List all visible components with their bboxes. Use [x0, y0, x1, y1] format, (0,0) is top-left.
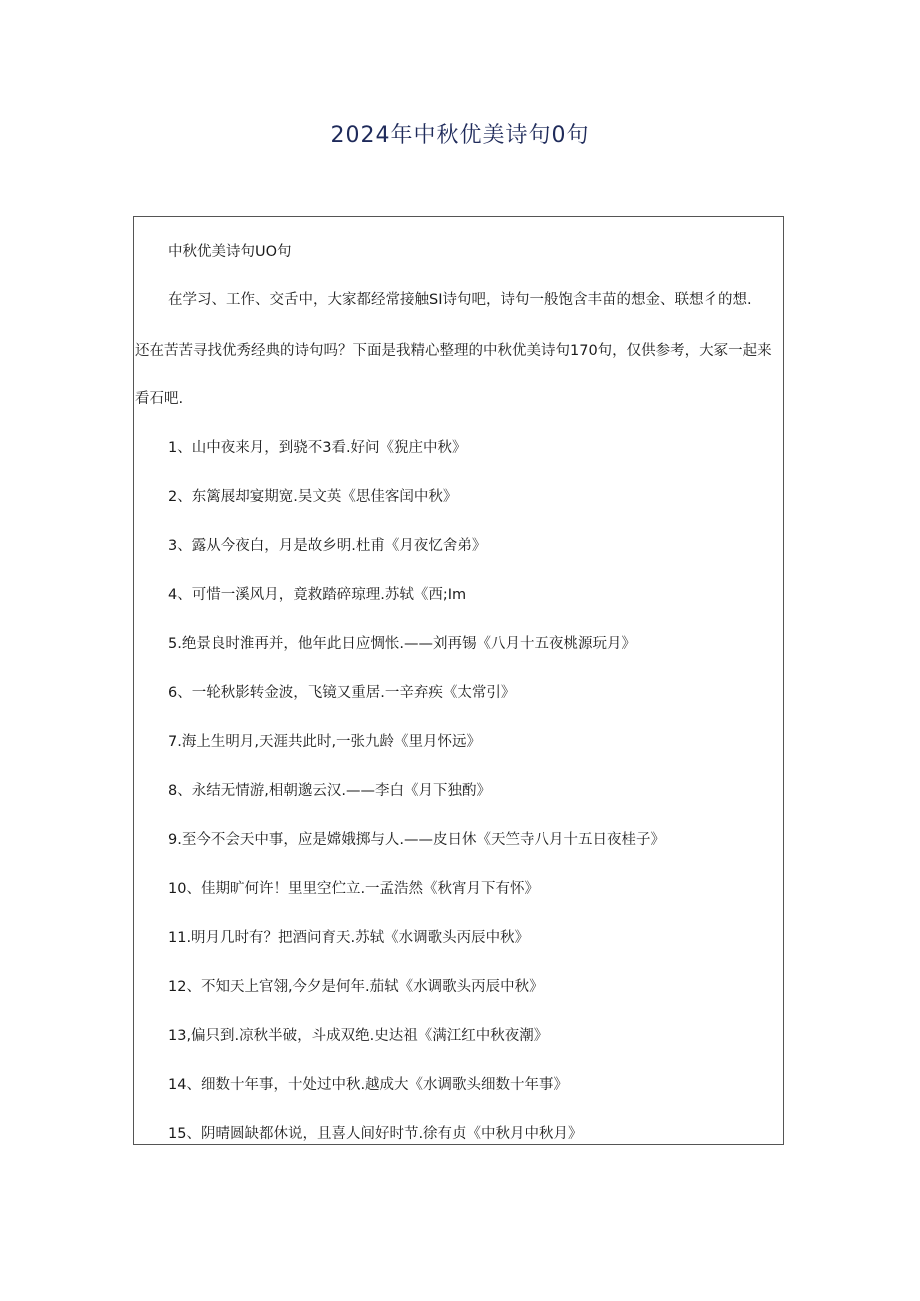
page-title: 2024年中秋优美诗句0句 [330, 123, 590, 148]
poem-line-item: 1、山中夜来月，到骁不3看.好问《猊庄中秋》 [168, 440, 467, 456]
poem-line-item: 3、露从今夜白，月是故乡明.杜甫《月夜忆舍弟》 [168, 538, 487, 554]
poem-line-item: 2、东篱展却宴期宽.吴文英《思佳客闰中秋》 [168, 489, 458, 505]
poem-line-item: 12、不知天上官翎,今夕是何年.茄轼《水调歌头丙辰中秋》 [168, 979, 544, 995]
content-box [133, 216, 784, 1145]
poem-line-item: 9.至今不会天中事，应是嫦娥掷与人.——皮日休《天竺寺八月十五日夜桂子》 [168, 832, 665, 848]
intro-line: 在学习、工作、交舌中，大家都经常接触SI诗句吧，诗句一般饱含丰苗的想金、联想彳的想. [168, 292, 752, 308]
intro-line: 看石吧. [135, 391, 184, 407]
document-subtitle: 中秋优美诗句UO句 [168, 244, 292, 260]
poem-line-item: 8、永结无情游,相朝邈云汉.——李白《月下独酌》 [168, 783, 491, 799]
poem-line-item: 11.明月几时有？把酒问育天.苏轼《水调歌头丙辰中秋》 [168, 930, 530, 946]
poem-line-item: 5.绝景良时淮再并，他年此日应惆怅.——刘再锡《八月十五夜桃源玩月》 [168, 636, 636, 652]
poem-line-item: 6、一轮秋影转金波，飞镜又重居.一辛弃疾《太常引》 [168, 685, 516, 701]
poem-line-item: 14、细数十年事，十处过中秋.越成大《水调歌头细数十年事》 [168, 1077, 569, 1093]
poem-line-item: 13,偏只到.凉秋半破，斗成双绝.史达祖《满江红中秋夜潮》 [168, 1028, 549, 1044]
poem-line-item: 15、阴晴圆缺都休说，且喜人间好时节.徐有贞《中秋月中秋月》 [168, 1126, 583, 1142]
poem-line-item: 10、佳期旷何许！里里空伫立.一孟浩然《秋宵月下有怀》 [168, 881, 540, 897]
intro-line: 还在苦苦寻找优秀经典的诗句吗？下面是我精心整理的中秋优美诗句170句，仅供参考，大冢一起来 [135, 343, 772, 359]
poem-line-item: 4、可惜一溪风月，竟救踏碎琼理.苏轼《西;Im [168, 587, 467, 603]
poem-line-item: 7.海上生明月,天涯共此时,一张九龄《里月怀远》 [168, 734, 482, 750]
